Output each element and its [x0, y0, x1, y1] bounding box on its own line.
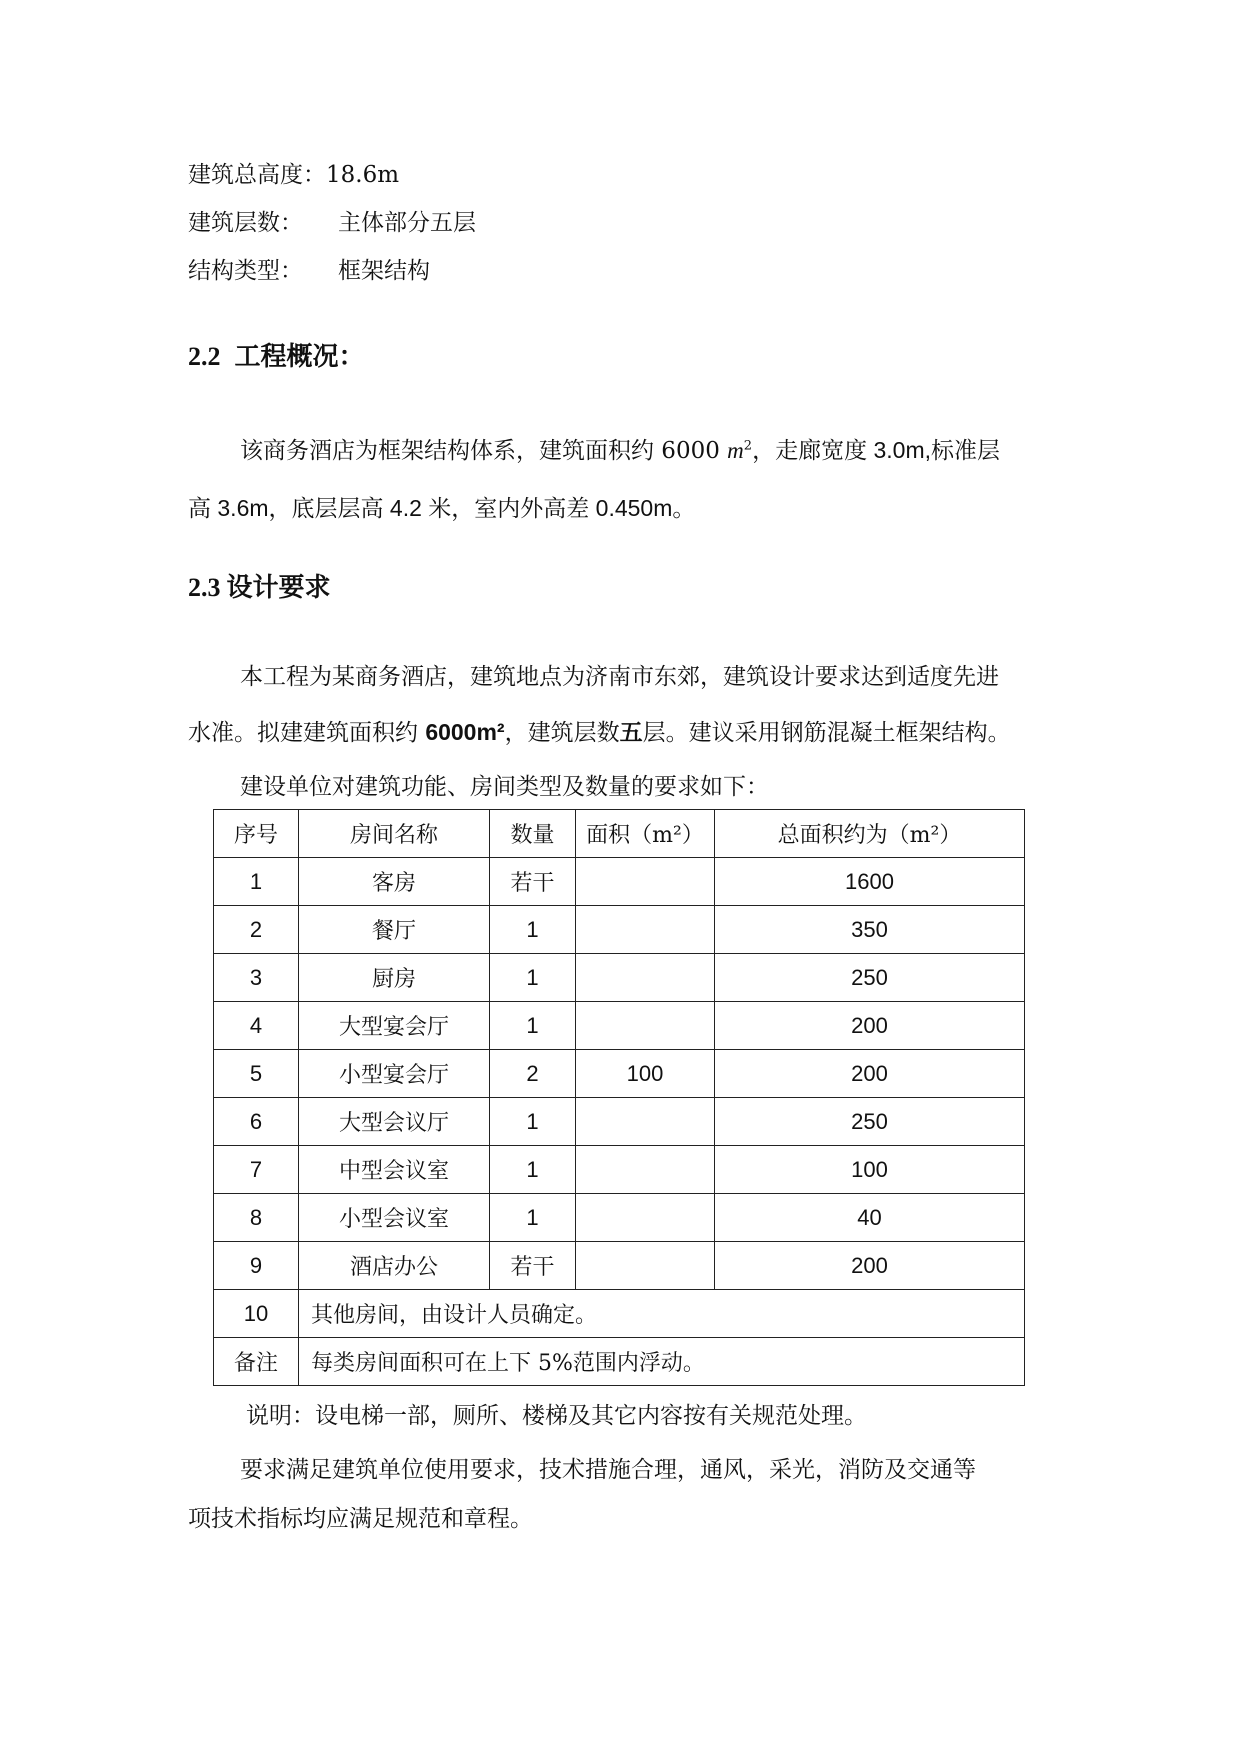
- building-height-label: 建筑总高度：: [188, 162, 326, 188]
- section-2-3-paragraph-line-2: [188, 714, 1011, 747]
- section-2-2-heading: [188, 341, 365, 373]
- row-total: 40: [715, 1194, 1025, 1242]
- row-no: 7: [214, 1146, 299, 1194]
- row-no: 1: [214, 858, 299, 906]
- row-room-name: 中型会议室: [299, 1146, 490, 1194]
- area-unit-m: m: [727, 438, 744, 463]
- row-quantity: 1: [490, 906, 576, 954]
- table-header-row: [214, 810, 1025, 858]
- row-area: [576, 1194, 715, 1242]
- row-total: 250: [715, 1098, 1025, 1146]
- row-room-name: 餐厅: [299, 906, 490, 954]
- requirements-text-b: ，建筑层数: [504, 720, 620, 746]
- note-text: 每类房间面积可在上下 5%范围内浮动。: [299, 1338, 1025, 1386]
- row-no: 3: [214, 954, 299, 1002]
- row-area: [576, 906, 715, 954]
- section-2-3-heading: [188, 572, 331, 604]
- table-row: [214, 954, 1025, 1002]
- table-row: [214, 1050, 1025, 1098]
- overview-text-a: 该商务酒店为框架结构体系，建筑面积约 6000: [240, 438, 720, 464]
- requirements-floors: 五: [619, 719, 643, 746]
- table-row: [214, 1098, 1025, 1146]
- row-room-name: 厨房: [299, 954, 490, 1002]
- section-2-3-paragraph-line-3: 建设单位对建筑功能、房间类型及数量的要求如下：: [240, 774, 769, 800]
- table-row: [214, 1194, 1025, 1242]
- row-quantity: 1: [490, 954, 576, 1002]
- table-row: [214, 906, 1025, 954]
- row-area: [576, 954, 715, 1002]
- row-total: 200: [715, 1002, 1025, 1050]
- structure-type-value: 框架结构: [338, 258, 430, 284]
- section-2-2-paragraph-line-1: [240, 432, 1000, 465]
- building-floors-value: 主体部分五层: [338, 210, 476, 236]
- table-row: [214, 1242, 1025, 1290]
- row-room-name: 酒店办公: [299, 1242, 490, 1290]
- building-height-value: 18.6m: [326, 162, 400, 188]
- row-no: 9: [214, 1242, 299, 1290]
- row-total: 250: [715, 954, 1025, 1002]
- structure-type-line: [188, 256, 430, 286]
- row-quantity: 1: [490, 1146, 576, 1194]
- row-area: [576, 1146, 715, 1194]
- table-row: [214, 1146, 1025, 1194]
- header-total-area: 总面积约为（m²）: [715, 810, 1025, 858]
- section-2-3-title: 设计要求: [226, 573, 331, 603]
- row-no: 4: [214, 1002, 299, 1050]
- row-total: 100: [715, 1146, 1025, 1194]
- building-height-line: [188, 160, 399, 190]
- table-row: [214, 1002, 1025, 1050]
- structure-type-label: 结构类型：: [188, 258, 303, 284]
- row-room-name: 小型会议室: [299, 1194, 490, 1242]
- section-2-3-paragraph-line-1: 本工程为某商务酒店，建筑地点为济南市东郊，建筑设计要求达到适度先进: [240, 664, 999, 690]
- row-area: [576, 1098, 715, 1146]
- header-no: 序号: [214, 810, 299, 858]
- row-area: [576, 1002, 715, 1050]
- row-no: 6: [214, 1098, 299, 1146]
- building-floors-line: [188, 208, 476, 238]
- row-total: 1600: [715, 858, 1025, 906]
- requirements-area: 6000m²: [425, 719, 505, 745]
- row-total: 200: [715, 1242, 1025, 1290]
- table-row: [214, 858, 1025, 906]
- note-label: 备注: [214, 1338, 299, 1386]
- row-no: 10: [214, 1290, 299, 1338]
- table-row-note: [214, 1338, 1025, 1386]
- row-no: 8: [214, 1194, 299, 1242]
- area-unit-superscript: 2: [743, 438, 753, 454]
- room-requirements-table: [213, 809, 1025, 1386]
- row-area: [576, 1242, 715, 1290]
- header-area: 面积（m²）: [576, 810, 715, 858]
- row-quantity: 2: [490, 1050, 576, 1098]
- row-no: 5: [214, 1050, 299, 1098]
- row-room-name: 大型宴会厅: [299, 1002, 490, 1050]
- row-room-name: 大型会议厅: [299, 1098, 490, 1146]
- row-room-name: 客房: [299, 858, 490, 906]
- row-quantity: 1: [490, 1098, 576, 1146]
- table-row-other: [214, 1290, 1025, 1338]
- header-room-name: 房间名称: [299, 810, 490, 858]
- row-total: 350: [715, 906, 1025, 954]
- row-area: [576, 858, 715, 906]
- row-area: 100: [576, 1050, 715, 1098]
- row-other-text: 其他房间，由设计人员确定。: [299, 1290, 1025, 1338]
- closing-paragraph-line-1: 要求满足建筑单位使用要求，技术措施合理，通风，采光，消防及交通等: [240, 1457, 976, 1483]
- requirements-text-c: 层。建议采用钢筋混凝土框架结构。: [642, 720, 1011, 746]
- building-floors-label: 建筑层数：: [188, 210, 303, 236]
- row-room-name: 小型宴会厅: [299, 1050, 490, 1098]
- requirements-text-a: 水准。拟建建筑面积约: [188, 720, 426, 746]
- section-2-2-paragraph-line-2: 高 3.6m，底层层高 4.2 米，室内外高差 0.450m。: [188, 495, 696, 521]
- section-2-2-title: 工程概况：: [234, 342, 365, 372]
- elevator-note: 说明：设电梯一部，厕所、楼梯及其它内容按有关规范处理。: [246, 1403, 867, 1429]
- row-quantity: 若干: [490, 858, 576, 906]
- row-quantity: 1: [490, 1002, 576, 1050]
- row-quantity: 若干: [490, 1242, 576, 1290]
- header-quantity: 数量: [490, 810, 576, 858]
- row-total: 200: [715, 1050, 1025, 1098]
- closing-paragraph-line-2: 项技术指标均应满足规范和章程。: [188, 1506, 533, 1532]
- overview-text-b: ，走廊宽度 3.0m,标准层: [752, 437, 1000, 463]
- row-quantity: 1: [490, 1194, 576, 1242]
- row-no: 2: [214, 906, 299, 954]
- section-2-2-number: 2.2: [188, 342, 221, 371]
- section-2-3-number: 2.3: [188, 573, 221, 602]
